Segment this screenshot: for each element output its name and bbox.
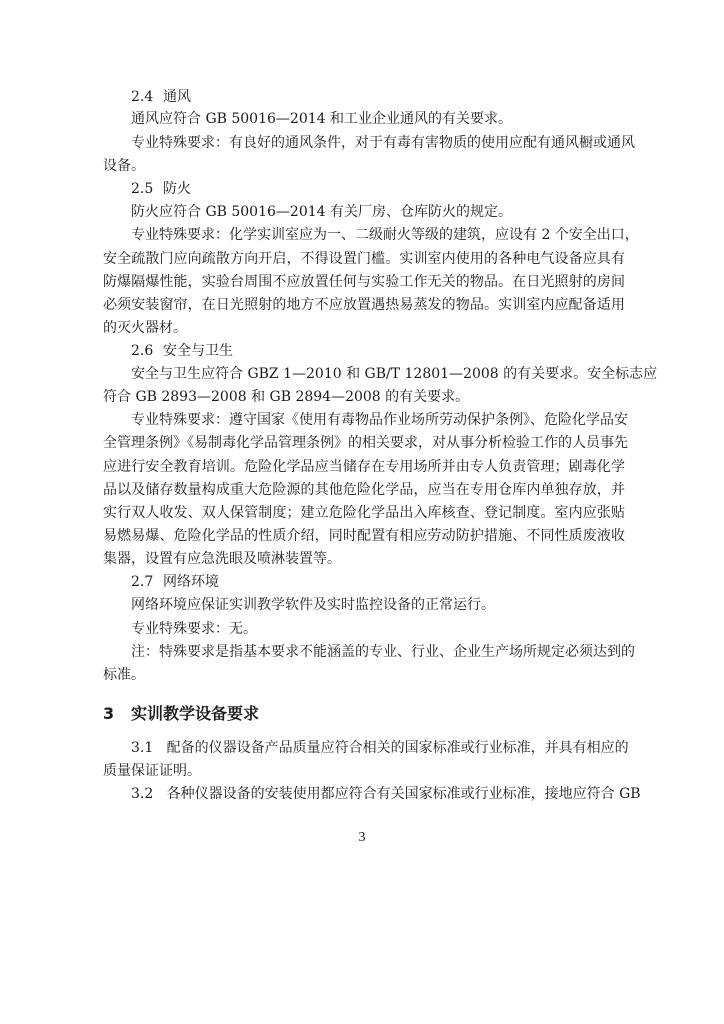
page-number: 3 — [358, 830, 366, 845]
note-line: 注：特殊要求是指基本要求不能涵盖的专业、行业、企业生产场所规定必须达到的 — [131, 644, 635, 660]
paragraph-line: 的灭火器材。 — [103, 320, 187, 336]
section-heading-2-4: 2.4 通风 — [131, 89, 191, 105]
paragraph-line: 设备。 — [103, 158, 145, 174]
paragraph-line: 专业特殊要求：有良好的通风条件，对于有毒有害物质的使用应配有通风橱或通风 — [131, 135, 635, 151]
paragraph-line: 易燃易爆、危险化学品的性质介绍，同时配置有相应劳动防护措施、不同性质废液收 — [103, 528, 625, 544]
paragraph-line: 防爆隔爆性能，实验台周围不应放置任何与实验工作无关的物品。在日光照射的房间 — [103, 274, 625, 290]
paragraph-line: 网络环境应保证实训教学软件及实时监控设备的正常运行。 — [131, 597, 495, 613]
paragraph-line: 3.2 各种仪器设备的安装使用都应符合有关国家标准或行业标准，接地应符合 GB — [131, 786, 641, 802]
paragraph-line: 防火应符合 GB 50016—2014 有关厂房、仓库防火的规定。 — [131, 204, 512, 220]
paragraph-line: 3.1 配备的仪器设备产品质量应符合相关的国家标准或行业标准，并具有相应的 — [131, 740, 629, 756]
paragraph-line: 专业特殊要求：化学实训室应为一、二级耐火等级的建筑，应设有 2 个安全出口， — [131, 227, 639, 243]
chapter-heading: 3 实训教学设备要求 — [103, 704, 260, 723]
paragraph-line: 品以及储存数量构成重大危险源的其他危险化学品，应当在专用仓库内单独存放，并 — [103, 482, 625, 498]
paragraph-line: 专业特殊要求：遵守国家《使用有毒物品作业场所劳动保护条例》、危险化学品安 — [131, 412, 628, 428]
note-line: 标准。 — [103, 667, 145, 683]
paragraph-line: 集器，设置有应急洗眼及喷淋装置等。 — [103, 551, 341, 567]
paragraph-line: 质量保证证明。 — [103, 763, 201, 779]
section-heading-2-7: 2.7 网络环境 — [131, 574, 219, 590]
section-heading-2-6: 2.6 安全与卫生 — [131, 343, 233, 359]
paragraph-line: 安全与卫生应符合 GBZ 1—2010 和 GB/T 12801—2008 的有关要求。安全标志应 — [131, 366, 658, 382]
paragraph-line: 实行双人收发、双人保管制度；建立危险化学品出入库核查、登记制度。室内应张贴 — [103, 505, 625, 521]
section-heading-2-5: 2.5 防火 — [131, 181, 191, 197]
paragraph-line: 符合 GB 2893—2008 和 GB 2894—2008 的有关要求。 — [103, 389, 470, 405]
paragraph-line: 安全疏散门应向疏散方向开启，不得设置门槛。实训室内使用的各种电气设备应具有 — [103, 251, 625, 267]
paragraph-line: 通风应符合 GB 50016—2014 和工业企业通风的有关要求。 — [131, 111, 512, 127]
paragraph-line: 专业特殊要求：无。 — [131, 621, 257, 637]
paragraph-line: 应进行安全教育培训。危险化学品应当储存在专用场所并由专人负责管理；剧毒化学 — [103, 459, 625, 475]
paragraph-line: 全管理条例》《易制毒化学品管理条例》的相关要求，对从事分析检验工作的人员事先 — [103, 435, 628, 451]
paragraph-line: 必须安装窗帘，在日光照射的地方不应放置遇热易蒸发的物品。实训室内应配备适用 — [103, 297, 625, 313]
